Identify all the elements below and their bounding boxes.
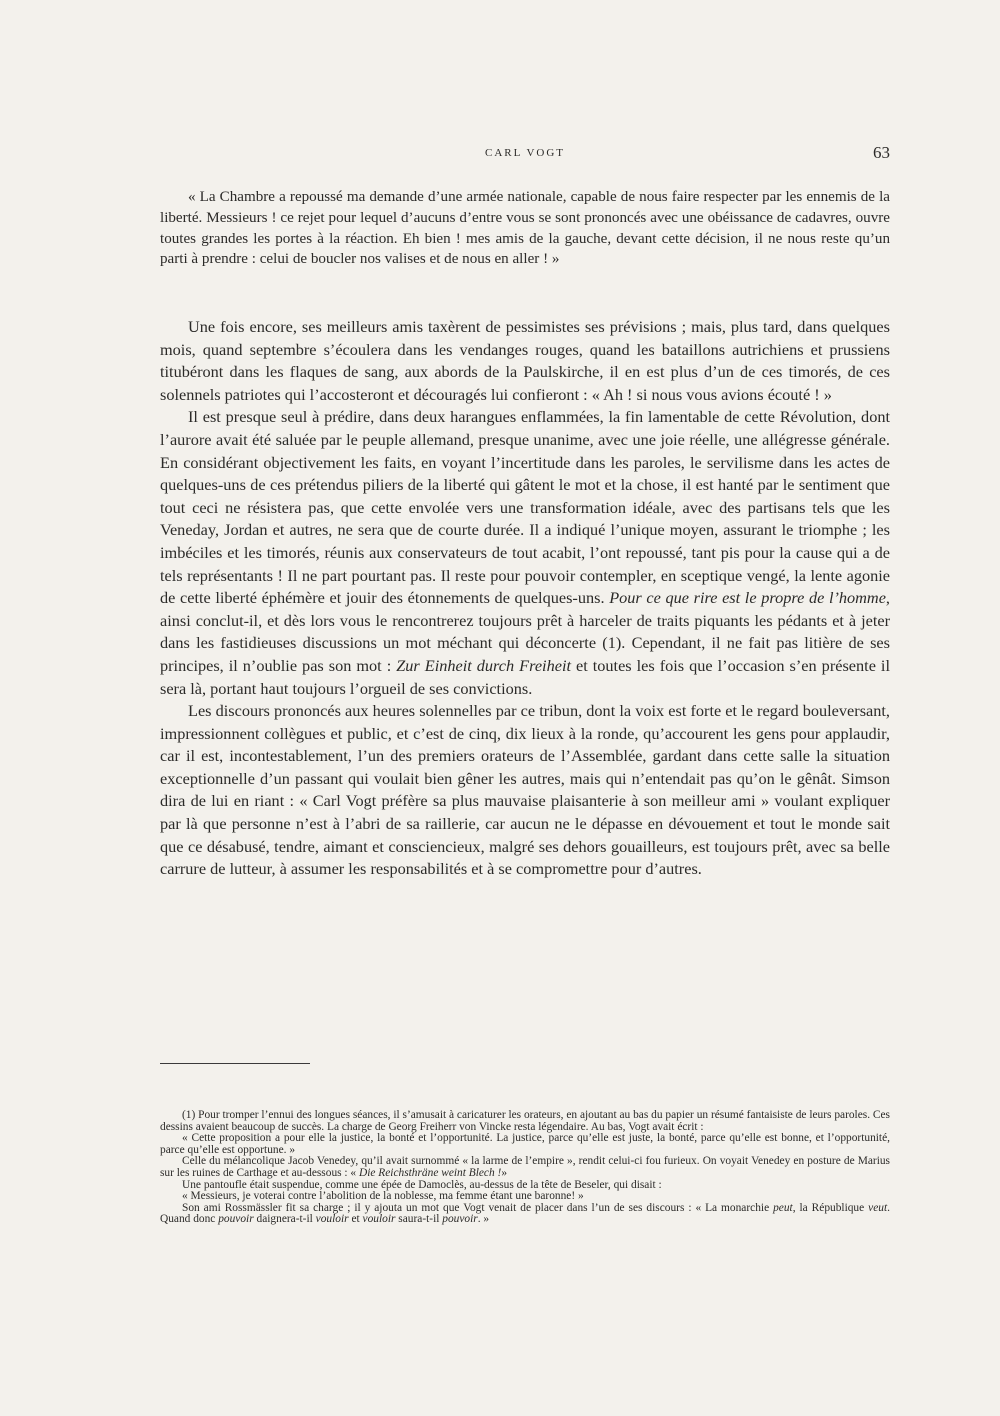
paragraph-2	[160, 406, 890, 700]
footnote-italic-pouvoir-2: pouvoir	[442, 1213, 478, 1226]
running-head	[160, 143, 890, 165]
footnote-vincke-quote: « Cette proposition a pour elle la justice, la bonté et l’opportunité. La justice, parce qu’elle est juste, la bonté, parce qu’elle est bonne, et l’opportunité, parce qu’elle est opportune. »	[160, 1132, 890, 1156]
footnote-italic-vouloir-2: vouloir	[362, 1213, 396, 1226]
footnote-venedey-end: »	[501, 1166, 508, 1179]
paragraph-2-part-a: Il est presque seul à prédire, dans deux harangues enflammées, la fin lamentable de cette Révolution, dont l’aurore avait été saluée par le peuple allemand, presque unanime, avec une joie réelle, une allégresse générale. En considérant objectivement les faits, en voyant l’incertitude dans les paroles, le servilisme dans les actes de quelques-uns de ces prétendus piliers de la liberté qui gâtent le mot et la chose, il est hanté par le sentiment que tout ceci ne résistera pas, que cette envolée vers une transformation idéale, avec des partisans tels que les Veneday, Jordan et autres, ne sera que de courte durée. Il a indiqué l’unique moyen, assurant le triomphe ; les imbéciles et les timorés, réunis aux conservateurs de tout acabit, l’ont repoussé, tant pis pour la cause qui a de tels représentants ! Il ne part pourtant pas. Il reste pour pouvoir contempler, en sceptique vengé, la lente agonie de cette liberté éphémère et jouir des étonnements de quelques-uns.	[160, 407, 890, 608]
footnote-separator	[160, 1063, 310, 1064]
footnote-italic-veut: veut	[868, 1201, 888, 1214]
footnote-beseler-quote: « Messieurs, je voterai contre l’abolition de la noblesse, ma femme étant une baronne! »	[182, 1190, 584, 1203]
quote-paragraph: « La Chambre a repoussé ma demande d’une armée nationale, capable de nous faire respecter par les ennemis de la liberté. Messieurs ! ce rejet pour lequel d’aucuns d’entre vous se sont prononcés avec une obéissance de cadavres, ouvre toutes grandes les portes à la réaction. Eh bien ! mes amis de la gauche, devant cette décision, il ne nous reste qu’un parti à prendre : celui de boucler nos valises et de nous en aller ! »	[160, 189, 890, 268]
paragraph-2-part-b: , ainsi conclut-il, et dès lors vous le rencontrerez toujours prêt à harceler de traits piquants les pédants et à jeter dans les fastidieuses discussions un mot méchant qui déconcerte (1). Cependant, il ne fait pas litière de ses principes, il n’oublie pas son mot :	[160, 588, 890, 675]
paragraph-2-italic-1: Pour ce que rire est le propre de l’homme	[609, 588, 886, 608]
footnote-1: (1) Pour tromper l’ennui des longues séances, il s’amusait à caricaturer les orateurs, en ajoutant au bas du papier un résumé fantaisiste de leurs paroles. Ces dessins avaient beaucoup de succès. La charge de Georg Freiherr von Vincke resta légendaire. Au bas, Vogt avait écrit :	[160, 1109, 890, 1133]
footnote-venedey	[160, 1156, 890, 1179]
paragraph-3: Les discours prononcés aux heures solennelles par ce tribun, dont la voix est forte et le regard bouleversant, impressionnent collègues et public, et c’est de cinq, dix lieux à la ronde, qu’accourent les gens pour applaudir, car il est, incontestablement, l’un des premiers orateurs de l’Assemblée, gardant dans cette salle la situation exceptionnelle d’un passant qui voulait bien gêner les autres, mais qui n’entendait pas qu’on le gênât. Simson dira de lui en riant : « Carl Vogt préfère sa plus mauvaise plaisanterie à son meilleur ami » voulant expliquer par là que personne n’est à l’abri de sa raillerie, car aucun ne le dépasse en dévouement et tout le monde sait que ce désabusé, tendre, aimant et consciencieux, malgré ses dehors gouailleurs, est toujours prêt, avec sa belle carrure de lutteur, à assumer les responsabilités et à se compromettre pour d’autres.	[160, 701, 890, 879]
footnote-italic-pouvoir-1: pouvoir	[218, 1213, 254, 1226]
footnote-venedey-text: Celle du mélancolique Jacob Venedey, qu’il avait surnommé « la larme de l’empire », rendit celui-ci fou furieux. On voyait Venedey en posture de Marius sur les ruines de Carthage et au-dessous : «	[160, 1155, 890, 1179]
quoted-speech	[160, 187, 890, 270]
page-number: 63	[873, 143, 890, 162]
footnote-rossmassler-part-d: daignera-t-il	[256, 1213, 313, 1226]
footnote-rossmassler-part-f: saura-t-il	[398, 1213, 440, 1226]
footnotes	[160, 1110, 890, 1226]
footnote-italic-vouloir-1: vouloir	[315, 1213, 349, 1226]
footnote-rossmassler-part-c: . Quand donc	[160, 1201, 890, 1226]
footnote-rossmassler-part-g: . »	[477, 1213, 490, 1226]
paragraph-1: Une fois encore, ses meilleurs amis taxèrent de pessimistes ses prévisions ; mais, plus tard, dans quelques mois, quand septembre s’écoulera dans les vendanges rouges, quand les bataillons autrichiens et prussiens titubéront dans les flaques de sang, aux abords de la Paulskirche, il en est plus d’un de ces timorés, de ces solennels patriotes qui l’accosteront et découragés lui confieront : « Ah ! si nous vous avions écouté ! »	[160, 317, 890, 404]
footnote-rossmassler-part-b: , la République	[792, 1201, 865, 1214]
footnote-venedey-italic: Die Reichsthräne weint Blech !	[358, 1166, 502, 1179]
footnote-rossmassler-part-e: et	[351, 1213, 360, 1226]
running-title: CARL VOGT	[484, 147, 566, 159]
footnote-rossmassler-part-a: Son ami Rossmässler fit sa charge ; il y ajouta un mot que Vogt venait de placer dans l’un de ses discours : « La monarchie	[182, 1201, 770, 1214]
paragraph-2-part-c: et toutes les fois que l’occasion s’en présente il sera là, portant haut toujours l’orgueil de ses convictions.	[160, 655, 890, 698]
footnote-rossmassler	[160, 1203, 890, 1226]
paragraph-2-italic-2: Zur Einheit durch Freiheit	[396, 655, 571, 675]
main-text	[160, 316, 890, 881]
footnote-italic-peut: peut	[773, 1201, 793, 1214]
footnote-beseler: Une pantoufle était suspendue, comme une épée de Damoclès, au-dessus de la tête de Beseler, qui disait :	[182, 1178, 662, 1191]
